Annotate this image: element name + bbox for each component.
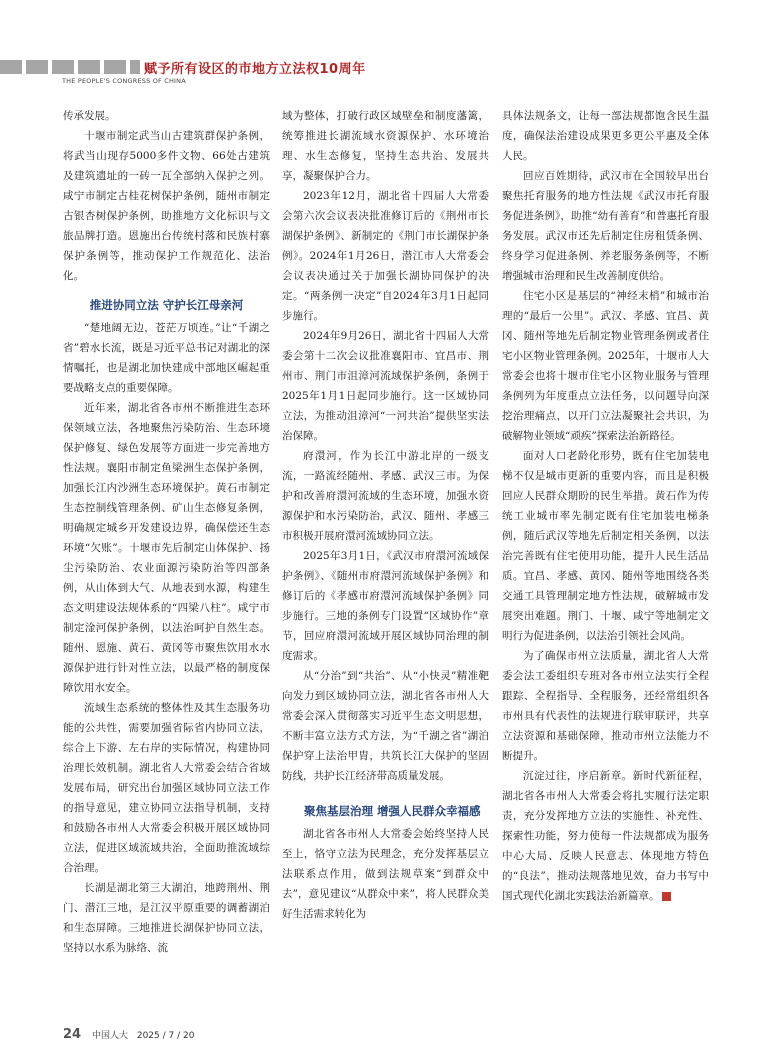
- header-decor-stripes: [0, 60, 150, 74]
- paragraph: 从“分治”到“共治”、从“小快灵”精准靶向发力到区域协同立法，湖北省各市州人大常委会深入贯彻落实习近平生态文明思想，不断丰富立法方式方法，为“千湖之省”湖泊保护穿上法治甲胄，共筑长江大保护的坚固防线，共护长江经济带高质量发展。: [282, 670, 489, 782]
- magazine-name: 中国人大: [91, 1031, 128, 1041]
- paragraph: 传承发展。: [63, 110, 116, 122]
- header-subtitle: THE PEOPLE'S CONGRESS OF CHINA: [62, 77, 186, 85]
- paragraph: 回应百姓期待，武汉市在全国较早出台聚焦托育服务的地方性法规《武汉市托育服务促进条例》，助推“幼有善育”和普惠托育服务发展。武汉市还先后制定住房租赁条例、终身学习促进条例、养老服务条例等，不断增强城市治理和民生改善制度供给。: [502, 170, 709, 282]
- column-3: [502, 106, 709, 906]
- closing-paragraph-text: 沉淀过往，序启新章。新时代新征程，湖北省各市州人大常委会将扎实履行法定职责，充分发挥地方立法的实施性、补充性、探索性功能，努力使每一件法规都成为服务中心大局、反映人民意志、体现地方特色的“良法”，推动法规落地见效，奋力书写中国式现代化湖北实践法治新篇章。: [502, 770, 709, 902]
- paragraph: 为了确保市州立法质量，湖北省人大常委会法工委组织专班对各市州立法实行全程跟踪、全程指导、全程服务，还经常组织各市州具有代表性的法规进行联审联评，共享立法资源和基础保障，推动市州立法能力不断提升。: [502, 650, 709, 762]
- column-1: [63, 106, 270, 958]
- paragraph: 府澴河，作为长江中游北岸的一级支流，一路流经随州、孝感、武汉三市。为保护和改善府澴河流域的生态环境，加强水资源保护和水污染防治，武汉、随州、孝感三市积极开展府澴河流域协同立法。: [282, 450, 489, 542]
- section-heading: 推进协同立法 守护长江母亲河: [89, 298, 244, 312]
- header-title: 赋予所有设区的市地方立法权10周年: [140, 58, 370, 77]
- paragraph: 域为整体，打破行政区域壁垒和制度藩篱，统筹推进长湖流域水资源保护、水环境治理、水生态修复，坚持生态共治、发展共享，凝聚保护合力。: [282, 110, 489, 182]
- page-footer: [63, 1027, 194, 1042]
- paragraph: 近年来，湖北省各市州不断推进生态环保领域立法，各地聚焦污染防治、生态环境保护修复、绿色发展等方面进一步完善地方性法规。襄阳市制定鱼梁洲生态保护条例，加强长江内沙洲生态环境保护。黄石市制定生态控制线管理条例、矿山生态修复条例，明确规定城乡开发建设边界，确保偿还生态环境“欠账”。十堰市先后制定山体保护、扬尘污染防治、农业面源污染防治等四部条例，从山体到大气、从地表到水源，构建生态文明建设法规体系的“四梁八柱”。咸宁市制定淦河保护条例，以法治呵护自然生态。随州、恩施、黄石、黄冈等市聚焦饮用水水源保护进行针对性立法，以最严格的制度保障饮用水安全。: [63, 402, 270, 694]
- paragraph: 2024年9月26日，湖北省十四届人大常委会第十二次会议批准襄阳市、宜昌市、荆州市、荆门市沮漳河流域保护条例，条例于2025年1月1日起同步施行。这一区域协同立法，为推动沮漳河“一河共治”提供坚实法治保障。: [282, 330, 489, 442]
- paragraph: 流域生态系统的整体性及其生态服务功能的公共性，需要加强省际省内协同立法，综合上下游、左右岸的实际情况，构建协同治理长效机制。湖北省人大常委会结合省域发展布局，研究出台加强区域协同立法工作的指导意见，建立协同立法指导机制，支持和鼓励各市州人大常委会积极开展区域协同立法，促进区域流域共治，全面助推流域综合治理。: [63, 702, 270, 874]
- column-2: [282, 106, 489, 924]
- section-heading: 聚焦基层治理 增强人民群众幸福感: [304, 804, 481, 818]
- page-number: 24: [63, 1027, 82, 1042]
- paragraph: 2023年12月，湖北省十四届人大常委会第六次会议表决批准修订后的《荆州市长湖保护条例》、新制定的《荆门市长湖保护条例》。2024年1月26日，潜江市人大常委会会议表决通过关于加强长湖协同保护的决定。“两条例一决定”自2024年3月1日起同步施行。: [282, 190, 489, 322]
- paragraph: 2025年3月1日，《武汉市府澴河流域保护条例》、《随州市府澴河流域保护条例》和修订后的《孝感市府澴河流域保护条例》同步施行。三地的条例专门设置“区域协作”章节，回应府澴河流域开展区域协同治理的制度需求。: [282, 550, 489, 662]
- paragraph: 住宅小区是基层的“神经末梢”和城市治理的“最后一公里”。武汉、孝感、宜昌、黄冈、随州等地先后制定物业管理条例或者住宅小区物业管理条例。2025年，十堰市人大常委会也将十堰市住宅小区物业服务与管理条例列为年度重点立法任务，以问题导向深挖治理痛点，以开门立法凝聚社会共识，为破解物业领域“顽疾”探索法治新路径。: [502, 290, 709, 442]
- issue-date: 2025 / 7 / 20: [136, 1031, 195, 1041]
- paragraph: 长湖是湖北第三大湖泊，地跨荆州、荆门、潜江三地，是江汉平原重要的调蓄湖泊和生态屏障。三地推进长湖保护协同立法，坚持以水系为脉络、流: [63, 882, 270, 954]
- end-mark-icon: [662, 892, 671, 901]
- paragraph: 湖北省各市州人大常委会始终坚持人民至上，恪守立法为民理念，充分发挥基层立法联系点作用，做到法规草案“到群众中去”，意见建议“从群众中来”，将人民群众美好生活需求转化为: [282, 828, 489, 920]
- paragraph: 具体法规条文，让每一部法规都饱含民生温度，确保法治建设成果更多更公平惠及全体人民。: [502, 110, 709, 162]
- paragraph: “楚地阔无边，苍茫万顷连。”让“千湖之省”碧水长流，既是习近平总书记对湖北的深情嘱托，也是湖北加快建成中部地区崛起重要战略支点的重要保障。: [63, 322, 270, 394]
- paragraph: 十堰市制定武当山古建筑群保护条例，将武当山现存5000多件文物、66处古建筑及建筑遗址的一砖一瓦全部纳入保护之列。咸宁市制定古桂花树保护条例，随州市制定古银杏树保护条例，助推地方文化标识与文旅品牌打造。恩施出台传统村落和民族村寨保护条例等，推动保护工作规范化、法治化。: [63, 130, 270, 282]
- paragraph: [502, 766, 709, 906]
- paragraph: 面对人口老龄化形势，既有住宅加装电梯不仅是城市更新的重要内容，而且是积极回应人民群众期盼的民生举措。黄石作为传统工业城市率先制定既有住宅加装电梯条例，随后武汉等地先后制定相关条例，以法治完善既有住宅使用功能，提升人民生活品质。宜昌、孝感、黄冈、随州等地围绕各类交通工具管理制定地方性法规，破解城市发展突出难题。荆门、十堰、咸宁等地制定文明行为促进条例，以法治引领社会风尚。: [502, 450, 709, 642]
